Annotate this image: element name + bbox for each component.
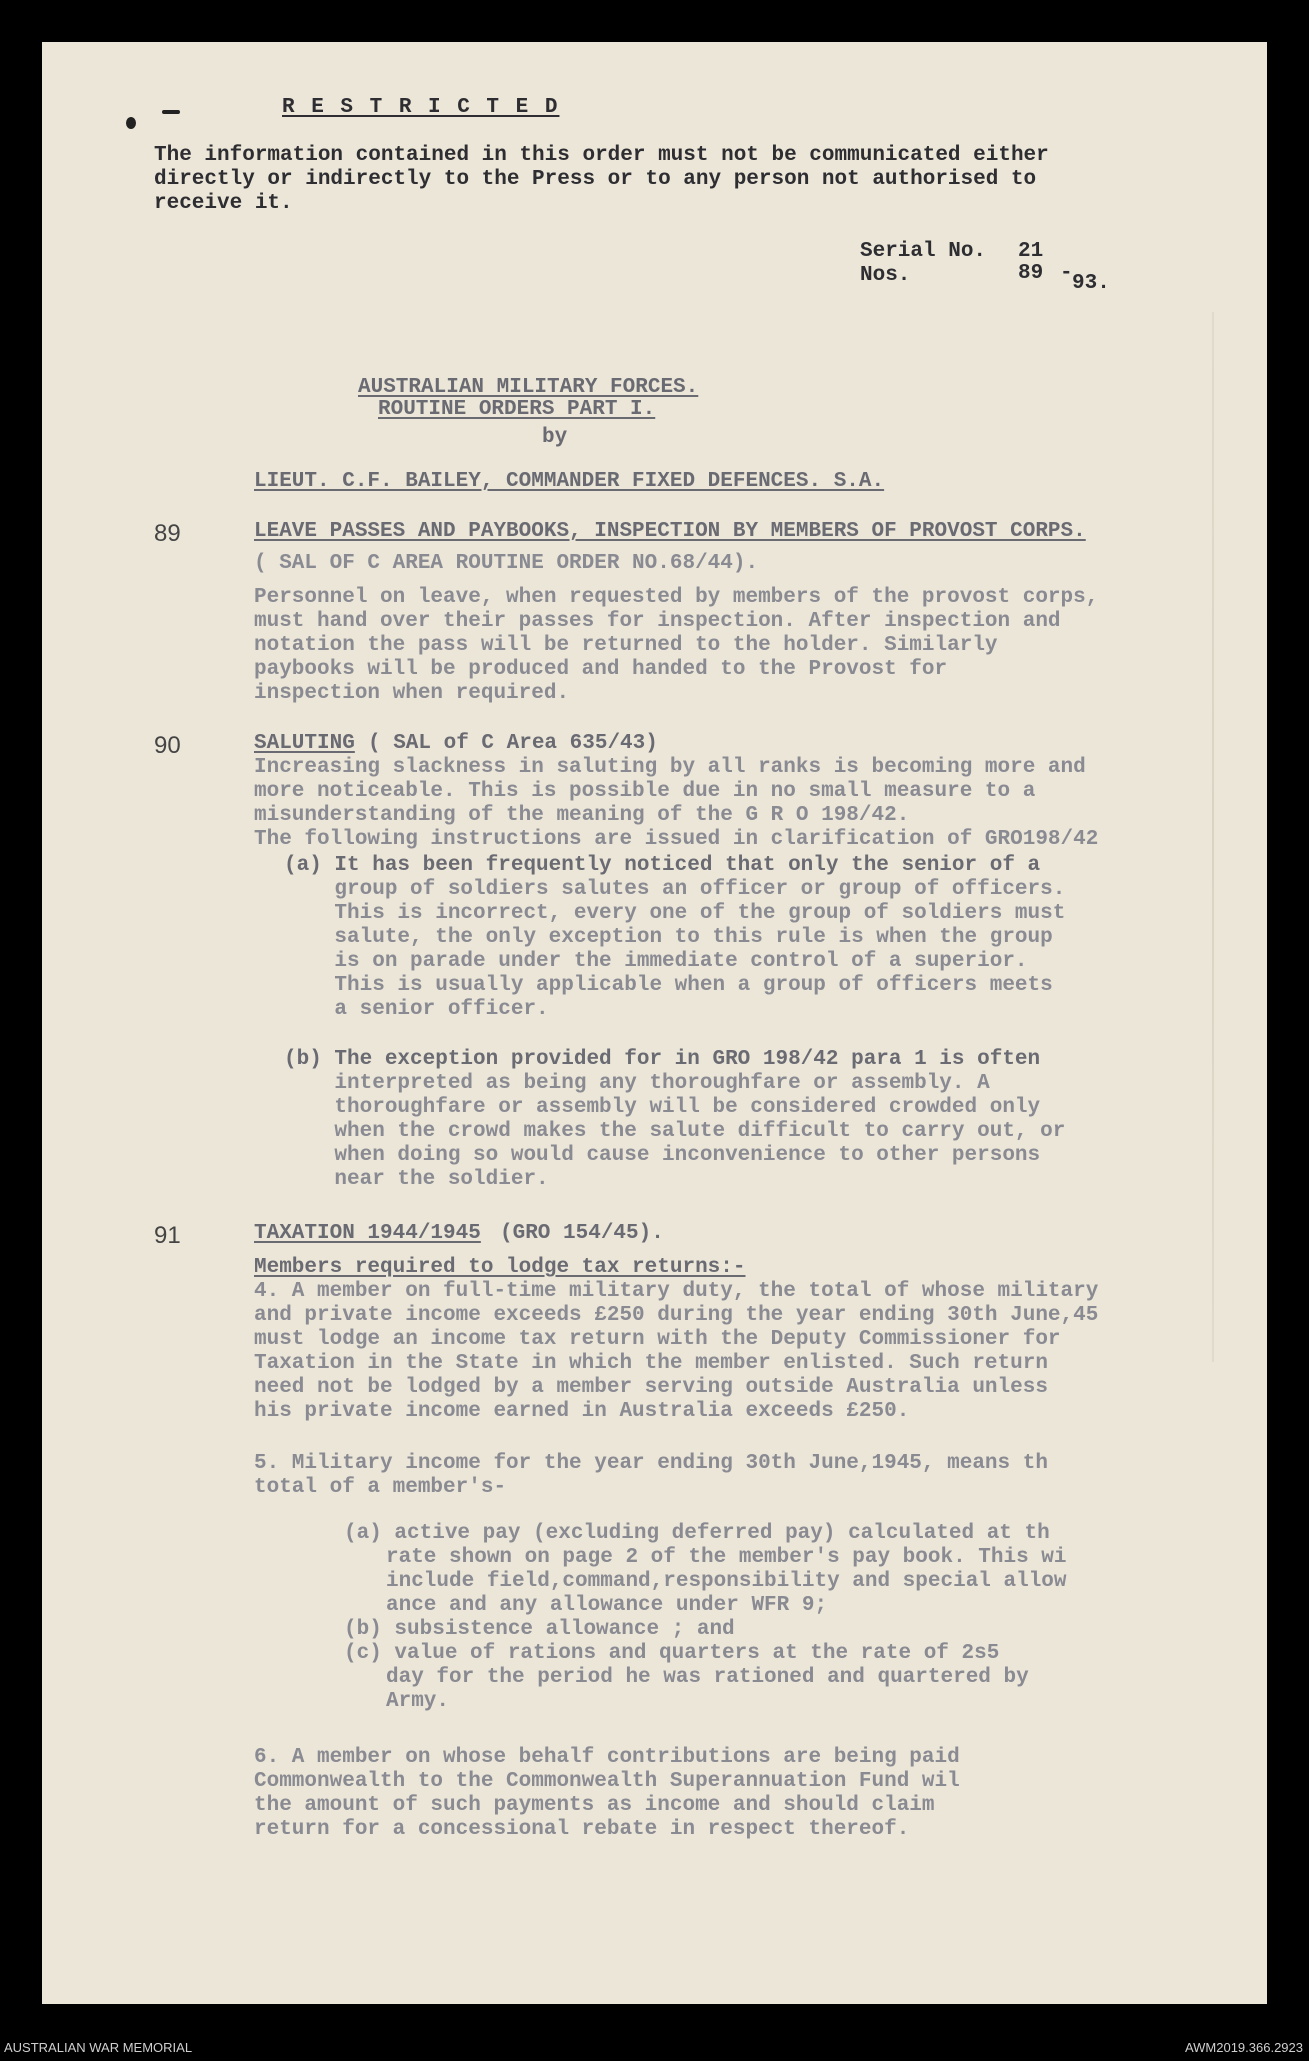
order-text-line: his private income earned in Australia exceeds £250. (254, 1400, 910, 1423)
sub-item-a: This is usually applicable when a group of officers meets (284, 974, 1053, 997)
paper-fold-line (1212, 312, 1214, 1362)
order-text-line: The following instructions are issued in clarification of GRO198/42 (254, 828, 1099, 851)
document-page (42, 42, 1267, 2004)
order-text-line: misunderstanding of the meaning of the G R O 198/42. (254, 804, 910, 827)
nos-label: Nos. (860, 264, 911, 287)
commander-line: LIEUT. C.F. BAILEY, COMMANDER FIXED DEFENCES. S.A. (254, 470, 885, 493)
income-item: ance and any allowance under WFR 9; (386, 1594, 828, 1617)
sub-item-b: near the soldier. (284, 1168, 549, 1191)
notice-line: receive it. (154, 192, 293, 215)
order-text-line: return for a concessional rebate in respect thereof. (254, 1818, 910, 1841)
order-heading: SALUTING (254, 732, 355, 755)
order-text-line: need not be lodged by a member serving outside Australia unless (254, 1376, 1048, 1399)
order-heading: LEAVE PASSES AND PAYBOOKS, INSPECTION BY MEMBERS OF PROVOST CORPS. (254, 520, 1086, 543)
title-line-2: ROUTINE ORDERS PART I. (378, 398, 656, 421)
footer-source: AUSTRALIAN WAR MEMORIAL (4, 2040, 193, 2055)
sub-item-a: is on parade under the immediate control of a superior. (284, 950, 1028, 973)
classification-heading: R E S T R I C T E D (282, 96, 560, 119)
order-number: 91 (154, 1222, 181, 1249)
sub-item-b: (b) The exception provided for in GRO 198/42 para 1 is often (284, 1048, 1041, 1071)
income-item: (a) active pay (excluding deferred pay) calculated at th (344, 1522, 1050, 1545)
ink-blot-mark (162, 110, 180, 114)
nos-from: 89 (1018, 262, 1044, 285)
order-heading: TAXATION 1944/1945 (254, 1222, 481, 1245)
punch-hole-mark (126, 117, 136, 129)
order-text-line: must hand over their passes for inspection. After inspection and (254, 610, 1061, 633)
nos-to: 93. (1072, 272, 1110, 295)
title-line-1: AUSTRALIAN MILITARY FORCES. (358, 376, 699, 399)
income-item: day for the period he was rationed and quartered by (386, 1666, 1029, 1689)
notice-line: The information contained in this order must not be communicated either (154, 144, 1049, 167)
income-item: (c) value of rations and quarters at the rate of 2s5 (344, 1642, 1000, 1665)
order-reference: ( SAL OF C AREA ROUTINE ORDER NO.68/44). (254, 552, 759, 575)
order-text-line: Commonwealth to the Commonwealth Superannuation Fund wil (254, 1770, 960, 1793)
sub-item-a: a senior officer. (284, 998, 549, 1021)
order-text-line: more noticeable. This is possible due in no small measure to a (254, 780, 1036, 803)
notice-line: directly or indirectly to the Press or to any person not authorised to (154, 168, 1037, 191)
footer-accession-id: AWM2019.366.2923 (1184, 2040, 1303, 2055)
order-text-line: must lodge an income tax return with the Deputy Commissioner for (254, 1328, 1061, 1351)
order-text-line: paybooks will be produced and handed to the Provost for (254, 658, 948, 681)
order-text-line: inspection when required. (254, 682, 570, 705)
order-text-line: the amount of such payments as income and should claim (254, 1794, 935, 1817)
order-text-line: Increasing slackness in saluting by all ranks is becoming more and (254, 756, 1086, 779)
order-text-line: Taxation in the State in which the member enlisted. Such return (254, 1352, 1048, 1375)
order-subheading: Members required to lodge tax returns:- (254, 1256, 746, 1279)
sub-item-a: (a) It has been frequently noticed that only the senior of a (284, 854, 1041, 877)
order-text-line: 4. A member on full-time military duty, the total of whose military (254, 1280, 1099, 1303)
order-reference: ( SAL of C Area 635/43) (368, 732, 658, 755)
income-item: Army. (386, 1690, 450, 1713)
order-text-line: and private income exceeds £250 during the year ending 30th June,45 (254, 1304, 1099, 1327)
title-by: by (542, 426, 568, 449)
sub-item-b: when the crowd makes the salute difficult to carry out, or (284, 1120, 1066, 1143)
income-item: include field,command,responsibility and special allow (386, 1570, 1067, 1593)
order-number: 89 (154, 520, 181, 547)
order-text-line: Personnel on leave, when requested by members of the provost corps, (254, 586, 1099, 609)
income-item: (b) subsistence allowance ; and (344, 1618, 735, 1641)
order-text-line: 5. Military income for the year ending 30th June,1945, means th (254, 1452, 1048, 1475)
sub-item-b: thoroughfare or assembly will be considered crowded only (284, 1096, 1041, 1119)
order-number: 90 (154, 732, 181, 759)
order-text-line: total of a member's- (254, 1476, 507, 1499)
order-text-line: 6. A member on whose behalf contributions are being paid (254, 1746, 960, 1769)
serial-label: Serial No. (860, 240, 987, 263)
sub-item-a: This is incorrect, every one of the group of soldiers must (284, 902, 1066, 925)
sub-item-a: salute, the only exception to this rule is when the group (284, 926, 1053, 949)
nos-dash: - (1060, 262, 1073, 285)
income-item: rate shown on page 2 of the member's pay book. This wi (386, 1546, 1067, 1569)
serial-value: 21 (1018, 240, 1044, 263)
sub-item-a: group of soldiers salutes an officer or group of officers. (284, 878, 1066, 901)
order-text-line: notation the pass will be returned to the holder. Similarly (254, 634, 998, 657)
sub-item-b: when doing so would cause inconvenience to other persons (284, 1144, 1041, 1167)
order-reference: (GRO 154/45). (500, 1222, 664, 1245)
sub-item-b: interpreted as being any thoroughfare or assembly. A (284, 1072, 990, 1095)
